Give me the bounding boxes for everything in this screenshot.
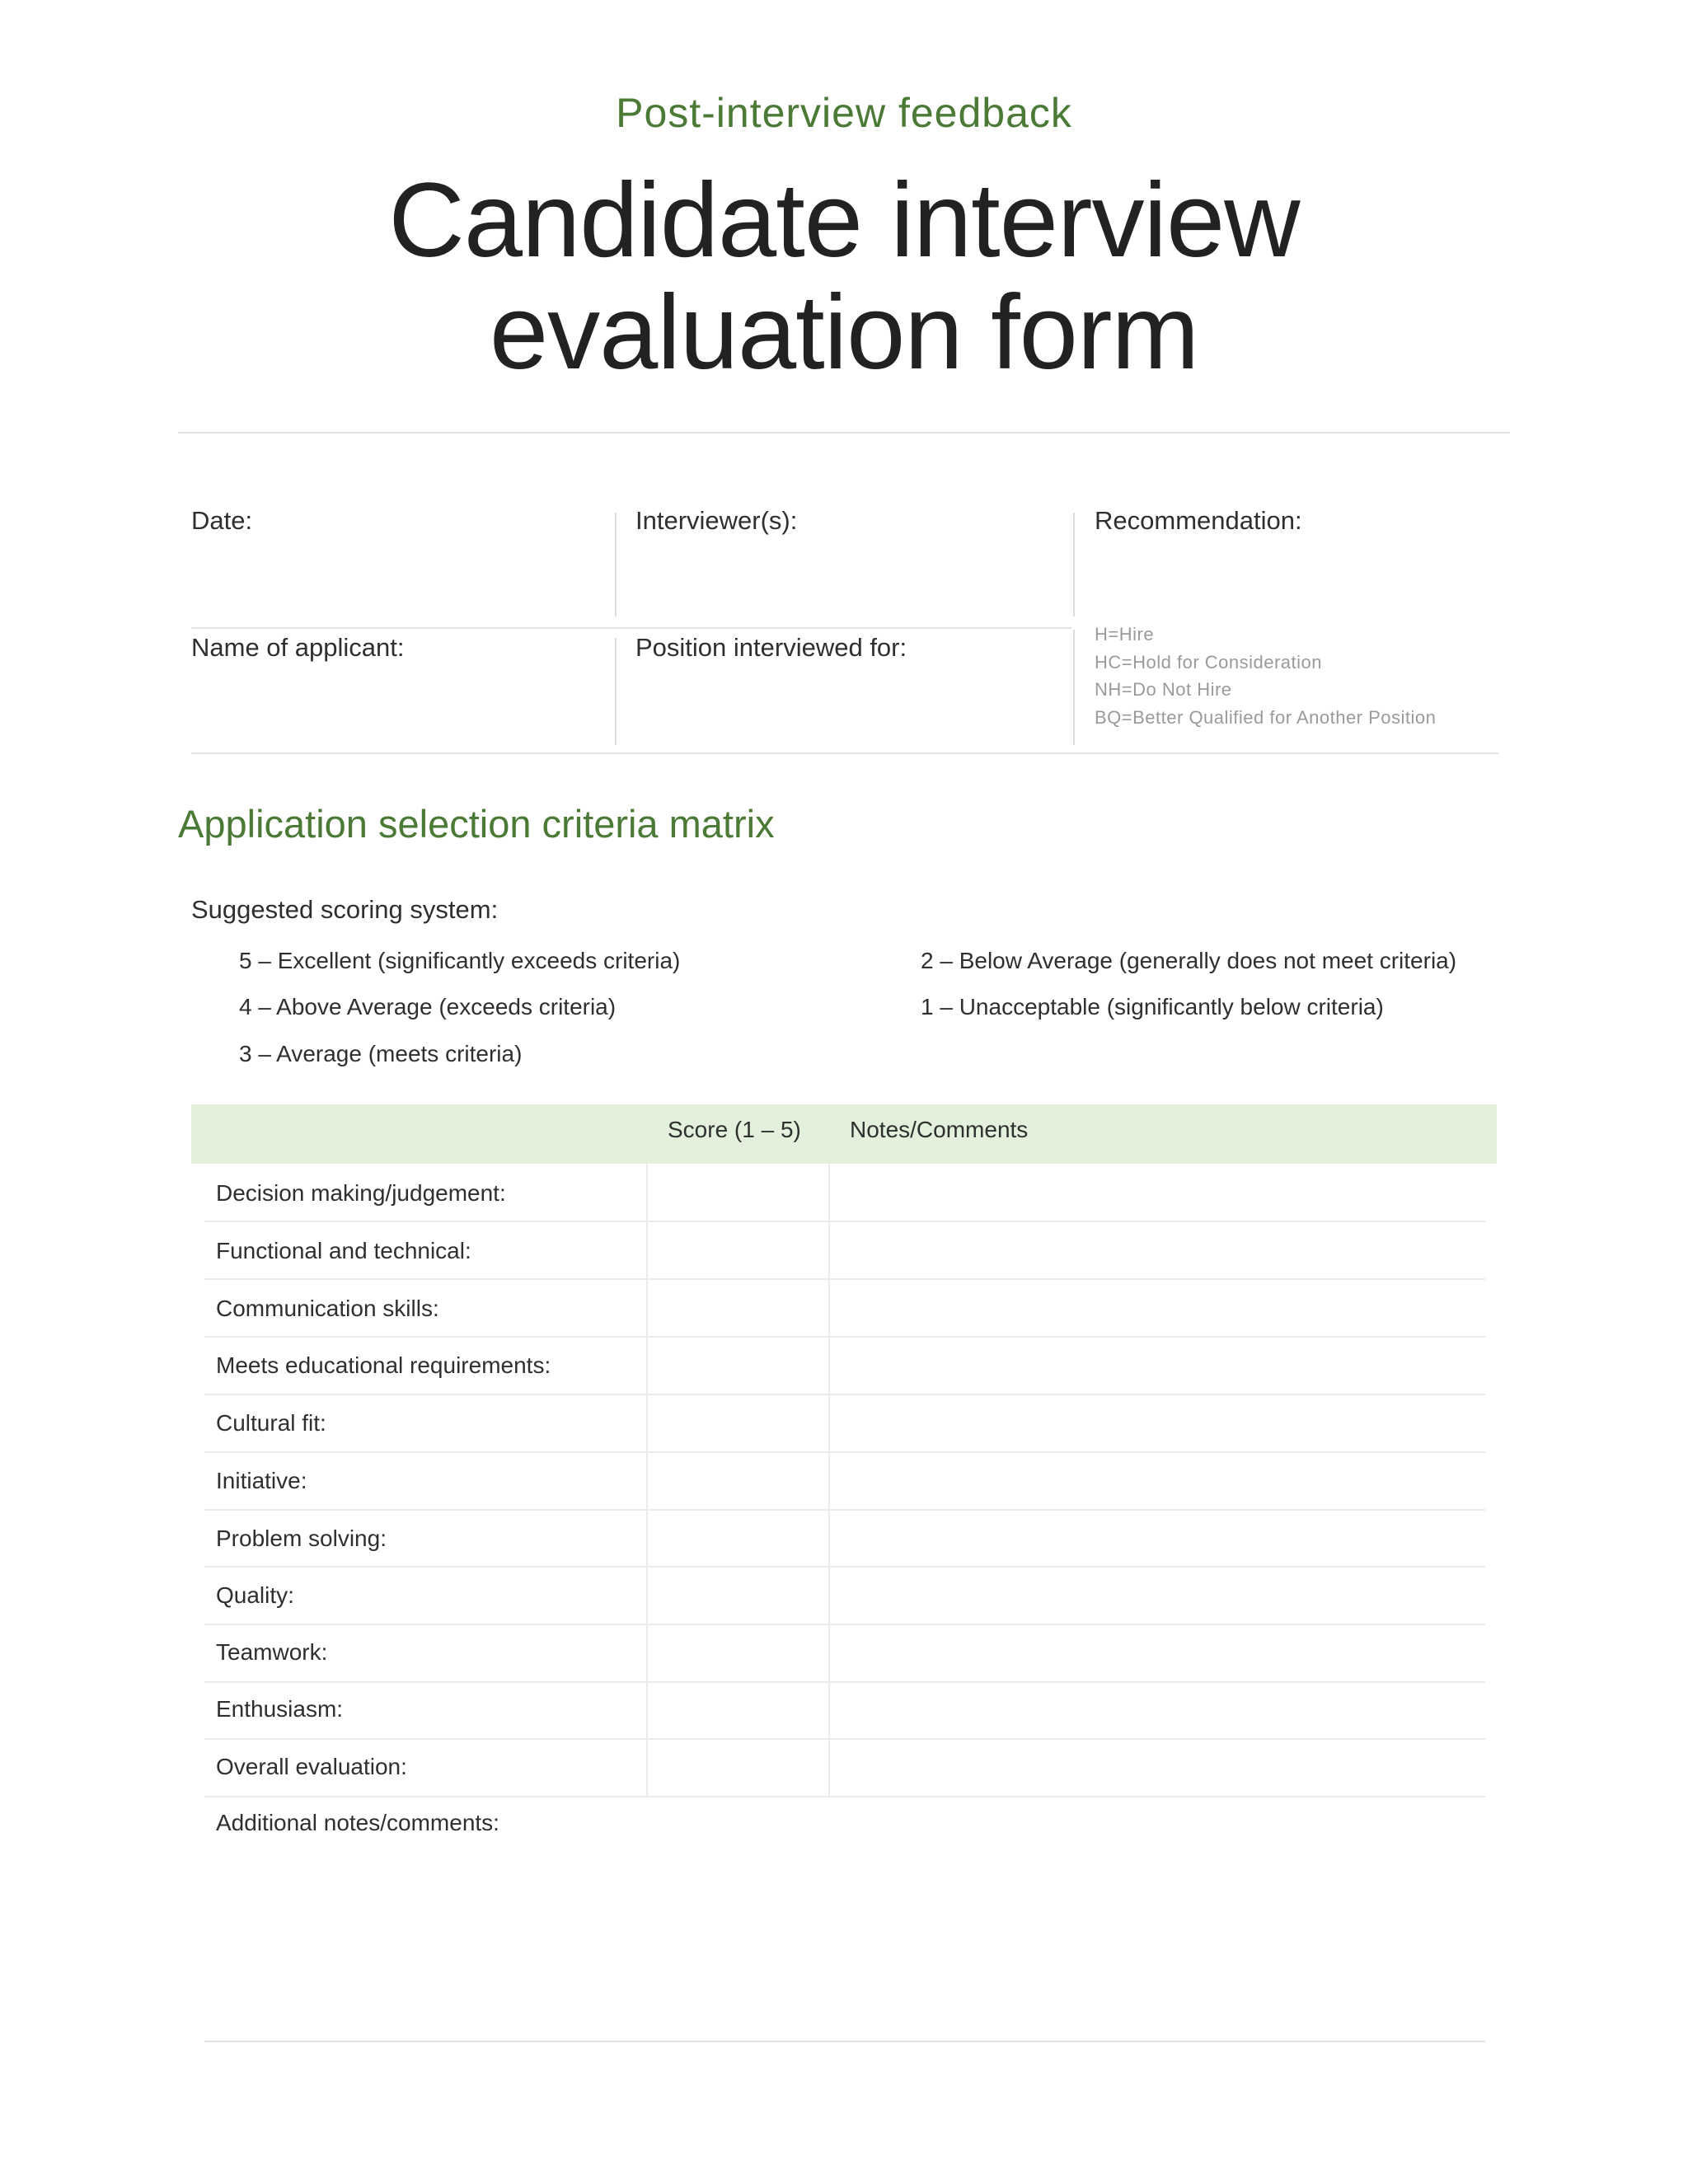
section-title: Application selection criteria matrix: [178, 802, 775, 846]
recommendation-field[interactable]: Recommendation:: [1095, 506, 1302, 535]
score-column-divider: [646, 1164, 648, 1797]
criteria-row-label: Teamwork:: [216, 1639, 328, 1665]
field-divider: [1073, 630, 1075, 745]
criteria-row-label: Functional and technical:: [216, 1238, 471, 1263]
criteria-table-header: [191, 1104, 1497, 1164]
criteria-row-label: Enthusiasm:: [216, 1696, 344, 1722]
field-divider: [615, 638, 617, 745]
field-row-divider: [191, 627, 1071, 629]
table-row-divider: [204, 1738, 1485, 1740]
score-definition: 2 – Below Average (generally does not meet criteria): [921, 948, 1457, 973]
notes-bottom-divider: [204, 2041, 1485, 2042]
criteria-row-label: Problem solving:: [216, 1526, 387, 1551]
legend-item: NH=Do Not Hire: [1095, 679, 1232, 700]
position-field[interactable]: Position interviewed for:: [635, 633, 907, 662]
table-row-divider: [204, 1278, 1485, 1280]
notes-column-header: Notes/Comments: [850, 1117, 1029, 1142]
criteria-row-label: Decision making/judgement:: [216, 1180, 506, 1206]
score-definition: 3 – Average (meets criteria): [239, 1041, 523, 1066]
criteria-row-label: Communication skills:: [216, 1296, 439, 1321]
table-row-divider: [204, 1624, 1485, 1625]
score-definition: 4 – Above Average (exceeds criteria): [239, 994, 617, 1019]
criteria-row-label: Cultural fit:: [216, 1410, 326, 1436]
table-row-divider: [204, 1796, 1485, 1797]
form-eyebrow: Post-interview feedback: [616, 90, 1072, 136]
table-row-divider: [204, 1566, 1485, 1568]
table-row-divider: [204, 1221, 1485, 1222]
score-column-header: Score (1 – 5): [668, 1117, 801, 1142]
legend-item: H=Hire: [1095, 624, 1155, 644]
interviewers-field[interactable]: Interviewer(s):: [635, 506, 798, 535]
field-divider: [615, 513, 617, 616]
field-divider: [1073, 513, 1075, 616]
page-title-line-2: evaluation form: [489, 274, 1199, 391]
table-row-divider: [204, 1509, 1485, 1511]
notes-column-divider: [828, 1164, 830, 1797]
table-row-divider: [204, 1394, 1485, 1395]
page-title: [0, 162, 1688, 391]
date-field[interactable]: Date:: [191, 506, 253, 535]
table-row-divider: [204, 1451, 1485, 1453]
legend-item: BQ=Better Qualified for Another Position: [1095, 707, 1437, 728]
criteria-row-label: Meets educational requirements:: [216, 1352, 551, 1378]
fields-bottom-divider: [191, 752, 1498, 754]
criteria-row-label: Initiative:: [216, 1468, 307, 1493]
additional-notes-field[interactable]: Additional notes/comments:: [216, 1810, 499, 1835]
page-title-line-1: Candidate interview: [388, 162, 1300, 279]
score-definition: 5 – Excellent (significantly exceeds criteria): [239, 948, 681, 973]
scoring-system-label: Suggested scoring system:: [191, 895, 499, 924]
table-row-divider: [204, 1336, 1485, 1338]
table-row-divider: [204, 1681, 1485, 1683]
criteria-row-label: Quality:: [216, 1582, 294, 1608]
score-definition: 1 – Unacceptable (significantly below criteria): [921, 994, 1384, 1019]
header-divider: [178, 432, 1510, 434]
legend-item: HC=Hold for Consideration: [1095, 652, 1323, 673]
criteria-row-label: Overall evaluation:: [216, 1754, 407, 1779]
applicant-name-field[interactable]: Name of applicant:: [191, 633, 405, 662]
